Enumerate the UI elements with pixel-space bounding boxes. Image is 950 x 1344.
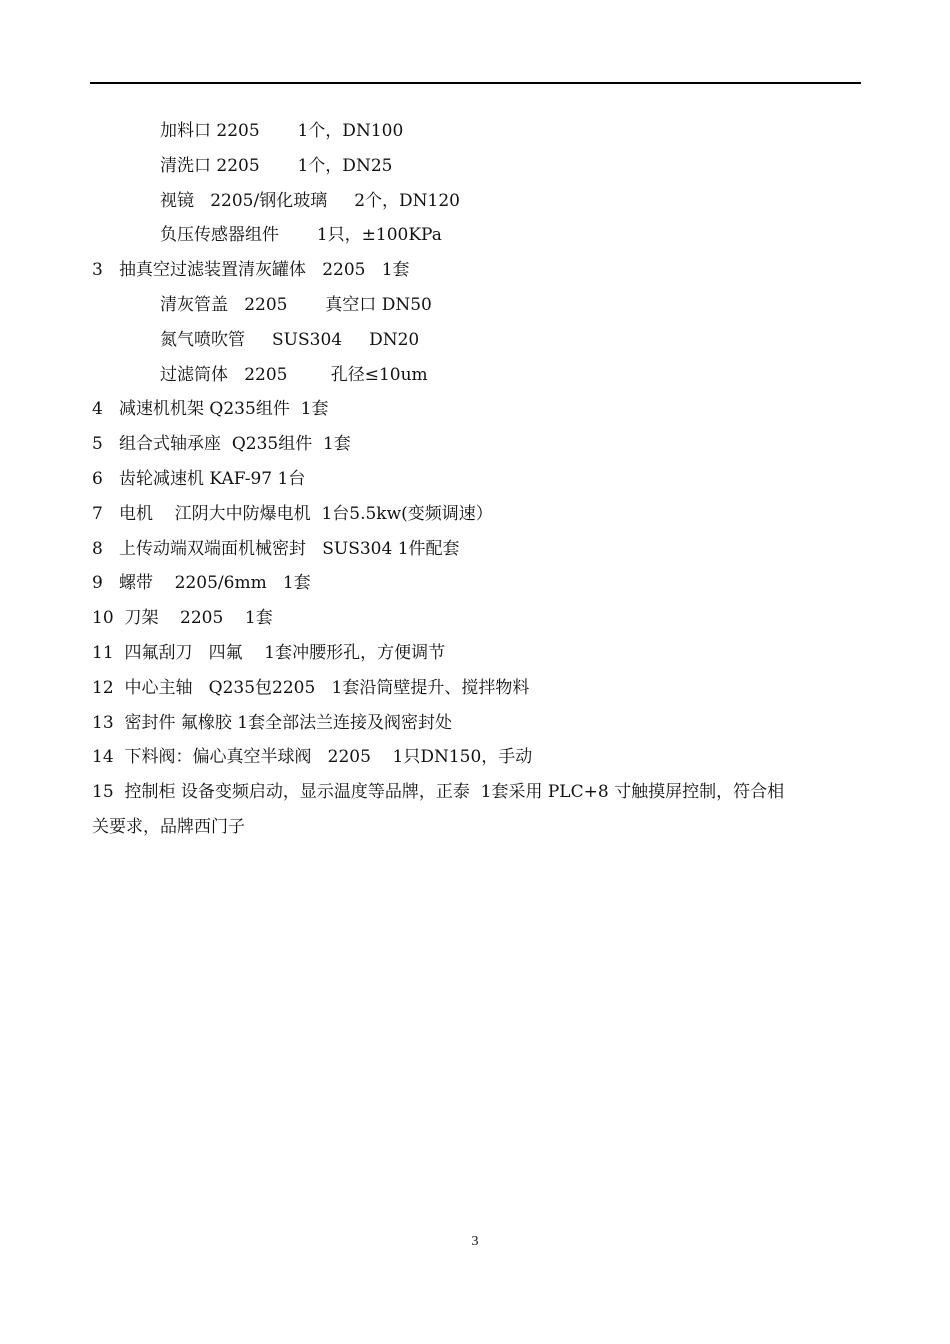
list-item-continuation: 关要求，品牌西门子 bbox=[92, 816, 245, 837]
list-item: 15 控制柜 设备变频启动，显示温度等品牌，正泰 1套采用 PLC+8 寸触摸屏控制，符合相 bbox=[92, 782, 785, 803]
list-item: 过滤筒体 2205 孔径≤10um bbox=[160, 364, 428, 385]
page-number: 3 bbox=[471, 1234, 479, 1249]
list-item: 5 组合式轴承座 Q235组件 1套 bbox=[92, 434, 351, 455]
list-item: 清洗口 2205 1个，DN25 bbox=[160, 155, 393, 176]
list-item: 7 电机 江阴大中防爆电机 1台5.5kw(变频调速） bbox=[92, 503, 493, 524]
list-item: 加料口 2205 1个，DN100 bbox=[160, 121, 404, 141]
list-item: 14 下料阀：偏心真空半球阀 2205 1只DN150，手动 bbox=[92, 747, 533, 768]
header-rule bbox=[90, 82, 861, 84]
list-item: 6 齿轮减速机 KAF-97 1台 bbox=[92, 468, 306, 489]
list-item: 3 抽真空过滤装置清灰罐体 2205 1套 bbox=[92, 260, 410, 281]
list-item: 8 上传动端双端面机械密封 SUS304 1件配套 bbox=[92, 538, 460, 559]
list-item: 4 减速机机架 Q235组件 1套 bbox=[92, 399, 329, 420]
list-item: 清灰管盖 2205 真空口 DN50 bbox=[160, 294, 432, 315]
list-item: 氮气喷吹管 SUS304 DN20 bbox=[160, 329, 420, 350]
document-body bbox=[92, 114, 862, 845]
list-item: 10 刀架 2205 1套 bbox=[92, 608, 273, 629]
list-item: 视镜 2205/钢化玻璃 2个，DN120 bbox=[160, 190, 460, 211]
list-item: 12 中心主轴 Q235包2205 1套沿筒壁提升、搅拌物料 bbox=[92, 677, 530, 698]
list-item: 13 密封件 氟橡胶 1套全部法兰连接及阀密封处 bbox=[92, 712, 453, 733]
list-item: 9 螺带 2205/6mm 1套 bbox=[92, 573, 311, 594]
list-item: 11 四氟刮刀 四氟 1套冲腰形孔，方便调节 bbox=[92, 642, 446, 663]
list-item: 负压传感器组件 1只，±100KPa bbox=[160, 225, 442, 246]
